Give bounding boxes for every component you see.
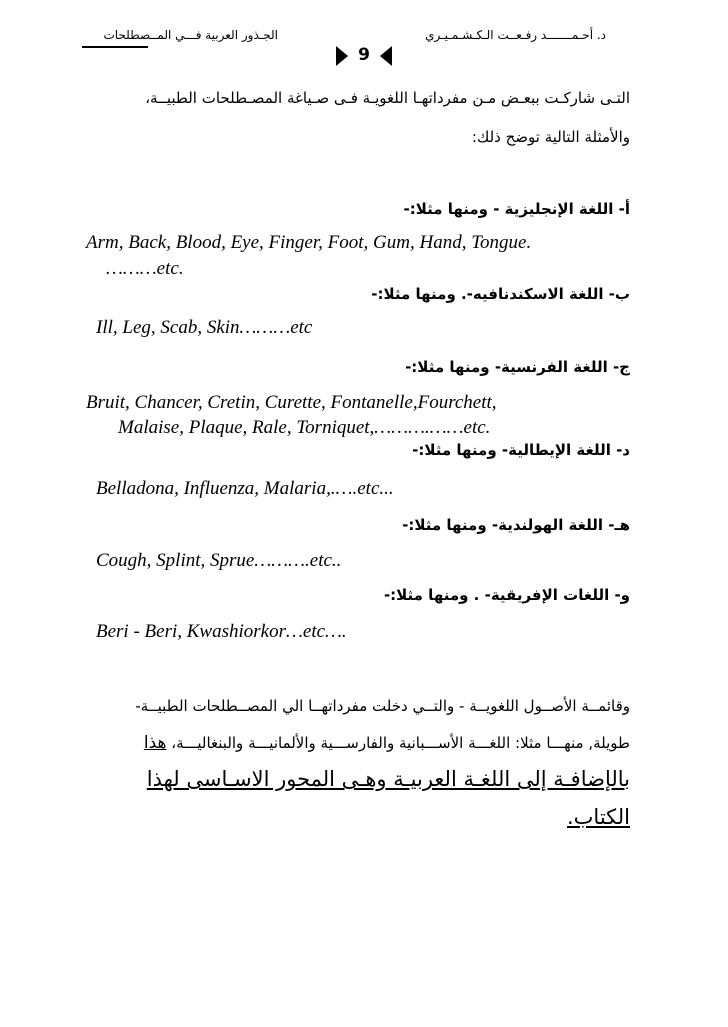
page-number: 9: [358, 45, 370, 65]
dutch-terms-line-1: Cough, Splint, Sprue……….etc..: [96, 550, 342, 571]
french-terms-line-2: Malaise, Plaque, Rale, Torniquet,……….……etc.: [118, 417, 491, 438]
african-terms-line-1: Beri - Beri, Kwashiorkor…etc….: [96, 621, 347, 642]
conclusion-line-1: وقائمــة الأصــول اللغويــة - والتــي دخلت مفرداتهــا الي المصــطلحات الطبيــة-: [135, 697, 630, 715]
section-heading-dutch: هـ- اللغة الهولندية- ومنها مثلا:-: [402, 516, 630, 534]
conclusion-line-4: الكتاب.: [566, 805, 630, 829]
page-number-badge: [332, 44, 396, 68]
section-heading-french: ج- اللغة الفرنسية- ومنها مثلا:-: [405, 358, 630, 376]
french-terms-line-1: Bruit, Chancer, Cretin, Curette, Fontanelle,Fourchett,: [86, 392, 497, 413]
section-heading-english: أ- اللغة الإنجليزية - ومنها مثلا:-: [403, 200, 630, 218]
conclusion-line-2-text: طويلة, منهـــا مثلا: اللغـــة الأســـبانية والفارســـية والألمانيـــة والبنغاليـــة،: [171, 734, 630, 752]
conclusion-line-2: [78, 733, 630, 753]
english-terms-line-1: Arm, Back, Blood, Eye, Finger, Foot, Gum, Hand, Tongue.: [86, 232, 532, 253]
scandinavian-terms-line-1: Ill, Leg, Scab, Skin………etc: [96, 317, 313, 338]
header-book-title: الجـذور العربية فـــي المــصطلحات: [103, 28, 278, 42]
section-heading-scandinavian: ب- اللغة الاسكندنافيه-. ومنها مثلا:-: [371, 285, 630, 303]
section-heading-african: و- اللغات الإفريقية- . ومنها مثلا:-: [383, 586, 630, 604]
english-terms-line-2: ………etc.: [106, 258, 184, 279]
header-rule: [82, 46, 148, 48]
italian-terms-line-1: Belladona, Influenza, Malaria,.….etc...: [96, 478, 394, 499]
conclusion-line-3: بالإضافـة إلى اللغـة العربيـة وهـى المحور الاسـاسى لهذا: [146, 767, 630, 791]
header-author: د. أحـمـــــــد رفـعــت الـكـشـمـيـري: [425, 28, 606, 42]
intro-line-2: والأمثلة التالية توضح ذلك:: [471, 128, 630, 146]
intro-line-1: التـى شاركـت ببعـض مـن مفرداتهـا اللغويـة فـى صـياغة المصـطلحات الطبيــة،: [145, 89, 630, 107]
section-heading-italian: د- اللغة الإيطالية- ومنها مثلا:-: [412, 441, 630, 459]
conclusion-underlined-word: هذا: [143, 733, 167, 753]
